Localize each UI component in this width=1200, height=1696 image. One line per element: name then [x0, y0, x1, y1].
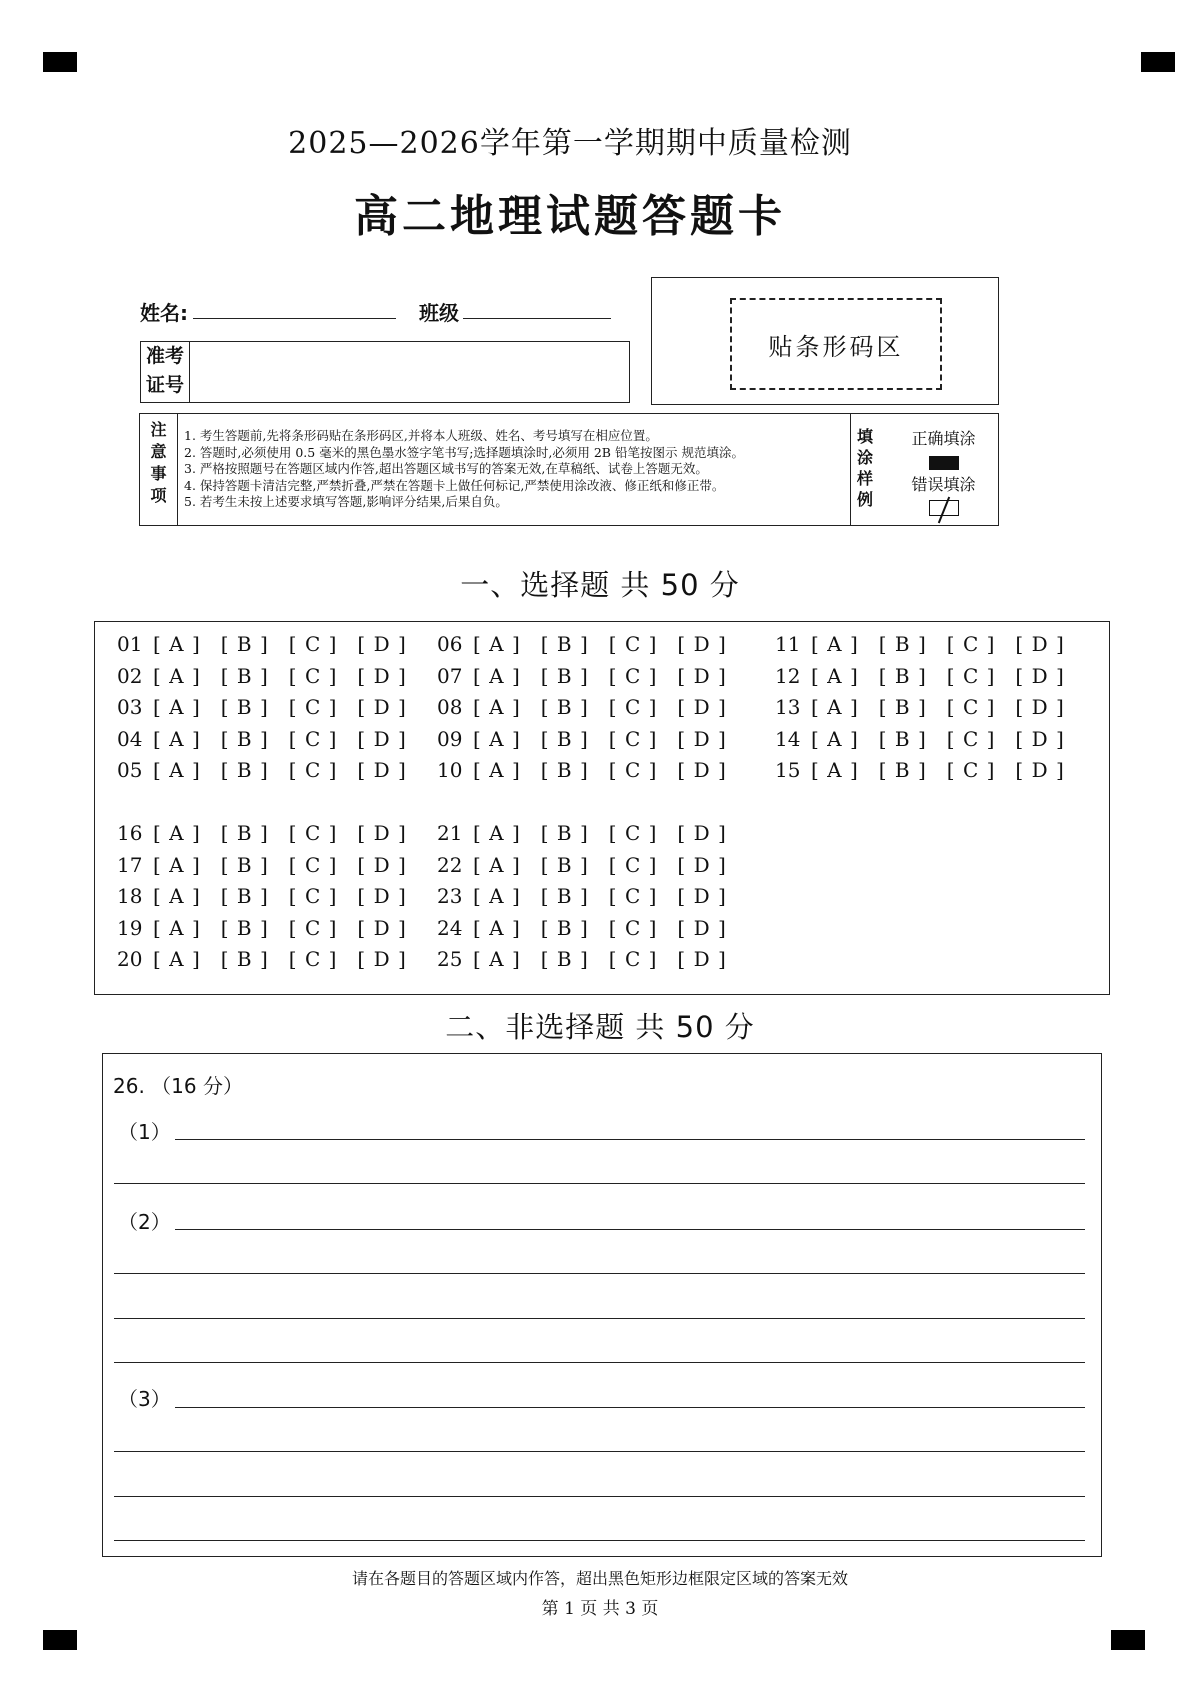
question-24	[437, 916, 747, 940]
option-bubble[interactable]: [ A ]	[473, 758, 521, 782]
option-bubble[interactable]: [ D ]	[357, 758, 407, 782]
option-bubble[interactable]: [ A ]	[153, 916, 201, 940]
answer-line[interactable]	[175, 1407, 1085, 1408]
question-21	[437, 821, 747, 845]
instruction-item: 5. 若考生未按上述要求填写答题,影响评分结果,后果自负。	[184, 494, 508, 509]
option-bubble[interactable]: [ B ]	[220, 853, 269, 877]
question-09	[437, 727, 747, 751]
question-number: 08	[437, 695, 463, 719]
option-bubble[interactable]: [ A ]	[153, 884, 201, 908]
option-bubble[interactable]: [ D ]	[677, 947, 727, 971]
registration-mark-bottom-left	[43, 1630, 77, 1650]
short-answer-area	[102, 1053, 1102, 1557]
question-06	[437, 632, 747, 656]
answer-line[interactable]	[114, 1362, 1085, 1363]
option-bubble[interactable]: [ B ]	[220, 695, 269, 719]
option-bubble[interactable]: [ B ]	[878, 758, 927, 782]
option-bubble[interactable]: [ D ]	[357, 664, 407, 688]
question-20	[117, 947, 427, 971]
option-bubble[interactable]: [ A ]	[153, 947, 201, 971]
option-bubble[interactable]: [ C ]	[288, 664, 338, 688]
question-12	[775, 664, 1085, 688]
question-05	[117, 758, 427, 782]
option-bubble[interactable]: [ C ]	[608, 853, 658, 877]
option-bubble[interactable]: [ D ]	[1015, 727, 1065, 751]
instructions-box	[139, 413, 999, 526]
option-bubble[interactable]: [ C ]	[288, 758, 338, 782]
fill-sample-caption	[851, 414, 879, 525]
option-bubble[interactable]: [ A ]	[473, 916, 521, 940]
option-bubble[interactable]: [ D ]	[357, 632, 407, 656]
question-number: 22	[437, 853, 463, 877]
option-bubble[interactable]: [ D ]	[357, 695, 407, 719]
question-number: 07	[437, 664, 463, 688]
option-bubble[interactable]: [ B ]	[220, 664, 269, 688]
option-bubble[interactable]: [ D ]	[1015, 632, 1065, 656]
option-bubble[interactable]: [ C ]	[608, 916, 658, 940]
option-bubble[interactable]: [ C ]	[608, 821, 658, 845]
option-bubble[interactable]: [ B ]	[540, 947, 589, 971]
option-bubble[interactable]: [ C ]	[288, 821, 338, 845]
name-label: 姓名:	[140, 301, 188, 325]
option-bubble[interactable]: [ C ]	[608, 727, 658, 751]
option-bubble[interactable]: [ D ]	[1015, 758, 1065, 782]
option-bubble[interactable]: [ B ]	[220, 884, 269, 908]
part-2-label: （2）	[118, 1210, 171, 1234]
question-15	[775, 758, 1085, 782]
question-number: 01	[117, 632, 143, 656]
option-bubble[interactable]: [ A ]	[473, 632, 521, 656]
option-bubble[interactable]: [ B ]	[220, 632, 269, 656]
option-bubble[interactable]: [ C ]	[608, 695, 658, 719]
question-03	[117, 695, 427, 719]
caption-char: 涂	[856, 448, 873, 467]
option-bubble[interactable]: [ B ]	[540, 821, 589, 845]
correct-fill-label: 正确填涂	[911, 429, 976, 448]
question-11	[775, 632, 1085, 656]
question-26-title: 26. （16 分）	[113, 1074, 243, 1098]
wrong-fill-label: 错误填涂	[911, 475, 976, 494]
option-bubble[interactable]: [ C ]	[608, 947, 658, 971]
question-10	[437, 758, 747, 782]
option-bubble[interactable]: [ C ]	[946, 695, 996, 719]
option-bubble[interactable]: [ D ]	[357, 853, 407, 877]
option-bubble[interactable]: [ B ]	[878, 727, 927, 751]
question-number: 11	[775, 632, 801, 656]
question-13	[775, 695, 1085, 719]
instructions-caption	[140, 414, 178, 525]
question-number: 19	[117, 916, 143, 940]
option-bubble[interactable]: [ C ]	[946, 632, 996, 656]
caption-char: 项	[150, 486, 167, 505]
part-3-label: （3）	[118, 1387, 171, 1411]
option-bubble[interactable]: [ D ]	[357, 916, 407, 940]
option-bubble[interactable]: [ B ]	[540, 853, 589, 877]
barcode-area	[651, 277, 999, 405]
option-bubble[interactable]: [ A ]	[153, 727, 201, 751]
option-bubble[interactable]: [ A ]	[473, 884, 521, 908]
instruction-item: 1. 考生答题前,先将条形码贴在条形码区,并将本人班级、姓名、考号填写在相应位置。	[184, 428, 658, 443]
name-field[interactable]	[193, 318, 396, 319]
option-bubble[interactable]: [ C ]	[608, 664, 658, 688]
question-23	[437, 884, 747, 908]
question-22	[437, 853, 747, 877]
barcode-sticker-zone[interactable]: 贴条形码区	[730, 298, 942, 390]
page-number: 第 1 页 共 3 页	[541, 1599, 659, 1619]
question-number: 09	[437, 727, 463, 751]
question-number: 05	[117, 758, 143, 782]
option-bubble[interactable]: [ B ]	[540, 632, 589, 656]
answer-line[interactable]	[114, 1496, 1085, 1497]
option-bubble[interactable]: [ C ]	[608, 758, 658, 782]
section2-title: 二、非选择题 共 50 分	[445, 1010, 755, 1044]
question-01	[117, 632, 427, 656]
question-16	[117, 821, 427, 845]
registration-mark-top-right	[1141, 52, 1175, 72]
question-number: 25	[437, 947, 463, 971]
option-bubble[interactable]: [ D ]	[677, 664, 727, 688]
option-bubble[interactable]: [ C ]	[288, 727, 338, 751]
option-bubble[interactable]: [ A ]	[153, 632, 201, 656]
option-bubble[interactable]: [ B ]	[540, 695, 589, 719]
question-number: 18	[117, 884, 143, 908]
option-bubble[interactable]: [ B ]	[540, 884, 589, 908]
option-bubble[interactable]: [ A ]	[811, 664, 859, 688]
exam-subtitle: 2025—2026学年第一学期期中质量检测	[288, 126, 852, 161]
exam-title: 高二地理试题答题卡	[354, 191, 786, 242]
option-bubble[interactable]: [ A ]	[473, 664, 521, 688]
option-bubble[interactable]: [ C ]	[288, 916, 338, 940]
class-field[interactable]	[463, 318, 611, 319]
answer-line[interactable]	[175, 1229, 1085, 1230]
option-bubble[interactable]: [ A ]	[153, 821, 201, 845]
option-bubble[interactable]: [ A ]	[473, 727, 521, 751]
option-bubble[interactable]: [ D ]	[677, 884, 727, 908]
option-bubble[interactable]: [ C ]	[288, 695, 338, 719]
option-bubble[interactable]: [ B ]	[540, 758, 589, 782]
option-bubble[interactable]: [ D ]	[677, 632, 727, 656]
correct-fill-mark	[929, 456, 959, 470]
option-bubble[interactable]: [ A ]	[811, 758, 859, 782]
option-bubble[interactable]: [ B ]	[540, 916, 589, 940]
option-bubble[interactable]: [ A ]	[473, 695, 521, 719]
caption-char: 例	[856, 490, 873, 509]
option-bubble[interactable]: [ C ]	[946, 758, 996, 782]
option-bubble[interactable]: [ D ]	[357, 884, 407, 908]
question-number: 20	[117, 947, 143, 971]
question-19	[117, 916, 427, 940]
part-1-label: （1）	[118, 1120, 171, 1144]
option-bubble[interactable]: [ B ]	[220, 947, 269, 971]
option-bubble[interactable]: [ C ]	[946, 727, 996, 751]
option-bubble[interactable]: [ C ]	[608, 884, 658, 908]
admission-id-label	[141, 342, 190, 402]
admission-id-label-line2: 证号	[145, 374, 184, 396]
option-bubble[interactable]: [ A ]	[473, 853, 521, 877]
answer-line[interactable]	[114, 1451, 1085, 1452]
option-bubble[interactable]: [ D ]	[677, 916, 727, 940]
caption-char: 填	[856, 427, 873, 446]
answer-line[interactable]	[114, 1273, 1085, 1274]
question-number: 12	[775, 664, 801, 688]
multiple-choice-area	[94, 621, 1110, 995]
question-number: 04	[117, 727, 143, 751]
answer-line[interactable]	[114, 1318, 1085, 1319]
question-04	[117, 727, 427, 751]
registration-mark-bottom-right	[1111, 1630, 1145, 1650]
option-bubble[interactable]: [ C ]	[288, 853, 338, 877]
option-bubble[interactable]: [ D ]	[357, 947, 407, 971]
option-bubble[interactable]: [ B ]	[540, 727, 589, 751]
class-label: 班级	[419, 301, 459, 325]
question-number: 10	[437, 758, 463, 782]
option-bubble[interactable]: [ A ]	[811, 632, 859, 656]
answer-line[interactable]	[175, 1139, 1085, 1140]
question-number: 23	[437, 884, 463, 908]
option-bubble[interactable]: [ A ]	[811, 695, 859, 719]
option-bubble[interactable]: [ A ]	[153, 758, 201, 782]
option-bubble[interactable]: [ D ]	[1015, 664, 1065, 688]
question-02	[117, 664, 427, 688]
answer-line[interactable]	[114, 1183, 1085, 1184]
option-bubble[interactable]: [ C ]	[608, 632, 658, 656]
option-bubble[interactable]: [ B ]	[878, 664, 927, 688]
caption-char: 样	[856, 469, 873, 488]
option-bubble[interactable]: [ B ]	[220, 758, 269, 782]
option-bubble[interactable]: [ D ]	[357, 727, 407, 751]
option-bubble[interactable]: [ D ]	[357, 821, 407, 845]
question-17	[117, 853, 427, 877]
caption-char: 意	[150, 442, 167, 461]
option-bubble[interactable]: [ C ]	[288, 884, 338, 908]
question-08	[437, 695, 747, 719]
option-bubble[interactable]: [ A ]	[153, 695, 201, 719]
question-number: 13	[775, 695, 801, 719]
option-bubble[interactable]: [ C ]	[288, 947, 338, 971]
section1-title: 一、选择题 共 50 分	[460, 568, 740, 602]
option-bubble[interactable]: [ B ]	[540, 664, 589, 688]
option-bubble[interactable]: [ D ]	[677, 727, 727, 751]
option-bubble[interactable]: [ D ]	[677, 695, 727, 719]
option-bubble[interactable]: [ C ]	[946, 664, 996, 688]
question-number: 21	[437, 821, 463, 845]
question-number: 15	[775, 758, 801, 782]
question-number: 06	[437, 632, 463, 656]
option-bubble[interactable]: [ B ]	[878, 695, 927, 719]
option-bubble[interactable]: [ A ]	[153, 664, 201, 688]
option-bubble[interactable]: [ B ]	[878, 632, 927, 656]
registration-mark-top-left	[43, 52, 77, 72]
question-25	[437, 947, 747, 971]
option-bubble[interactable]: [ B ]	[220, 916, 269, 940]
caption-char: 事	[150, 464, 167, 483]
option-bubble[interactable]: [ D ]	[1015, 695, 1065, 719]
question-number: 14	[775, 727, 801, 751]
instruction-item: 4. 保持答题卡清洁完整,严禁折叠,严禁在答题卡上做任何标记,严禁使用涂改液、修正纸和修正带。	[184, 477, 725, 493]
admission-id-box[interactable]	[140, 341, 630, 403]
instruction-item: 3. 严格按照题号在答题区域内作答,超出答题区域书写的答案无效,在草稿纸、试卷上答题无效。	[184, 461, 708, 476]
option-bubble[interactable]: [ B ]	[220, 821, 269, 845]
question-18	[117, 884, 427, 908]
question-number: 24	[437, 916, 463, 940]
option-bubble[interactable]: [ D ]	[677, 758, 727, 782]
question-number: 02	[117, 664, 143, 688]
question-14	[775, 727, 1085, 751]
option-bubble[interactable]: [ A ]	[153, 853, 201, 877]
question-number: 16	[117, 821, 143, 845]
question-07	[437, 664, 747, 688]
instruction-item: 2. 答题时,必须使用 0.5 毫米的黑色墨水签字笔书写;选择题填涂时,必须用 2B 铅笔按图示 规范填涂。	[184, 444, 744, 460]
answer-line[interactable]	[114, 1540, 1085, 1541]
footer-notice: 请在各题目的答题区域内作答，超出黑色矩形边框限定区域的答案无效	[351, 1569, 848, 1588]
option-bubble[interactable]: [ A ]	[473, 821, 521, 845]
option-bubble[interactable]: [ A ]	[473, 947, 521, 971]
question-number: 03	[117, 695, 143, 719]
caption-char: 注	[150, 420, 167, 439]
option-bubble[interactable]: [ D ]	[677, 853, 727, 877]
option-bubble[interactable]: [ A ]	[811, 727, 859, 751]
option-bubble[interactable]: [ B ]	[220, 727, 269, 751]
admission-id-label-line1: 准考	[145, 345, 184, 367]
option-bubble[interactable]: [ D ]	[677, 821, 727, 845]
fill-sample	[850, 414, 999, 525]
option-bubble[interactable]: [ C ]	[288, 632, 338, 656]
question-number: 17	[117, 853, 143, 877]
